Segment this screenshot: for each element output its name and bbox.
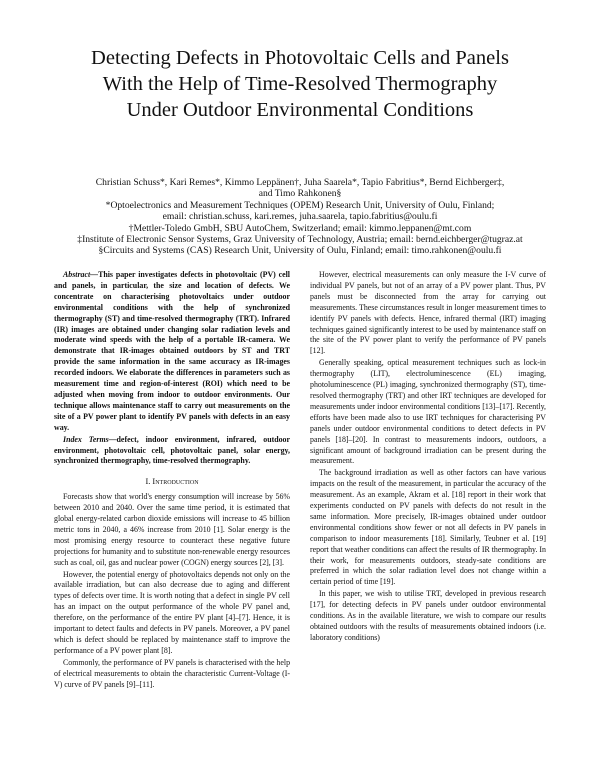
- author-block: [40, 177, 560, 257]
- right-paragraph-1: However, electrical measurements can only measure the I-V curve of individual PV panels, but not of an array of a PV power plant. Thus, PV panels must be disconnected from the array for carrying out measurements. These circumstances result in longer measurement times to identify PV panels with defects. Hence, infrared thermal (IRT) imaging techniques gained significantly interest to be used by maintenance staff on the site of the PV power plant to verify the performance of PV panels [12].: [310, 270, 546, 356]
- index-terms-lead: Index Terms: [63, 434, 109, 444]
- title-line-3: Under Outdoor Environmental Conditions: [126, 99, 474, 121]
- right-paragraph-4: In this paper, we wish to utilise TRT, developed in previous research [17], for detecting defects in PV panels under outdoor environmental conditions. As in the available literature, we wish to compare our results obtained outdoors with the results of measurements obtained indoors (i.e. laboratory conditions): [310, 589, 546, 642]
- index-terms: [54, 435, 290, 468]
- right-paragraph-3: The background irradiation as well as other factors can have various impacts on the result of the measurement, in particular the accuracy of the measurement. As an example, Akram et al. [18] report in their work that experiments conducted on PV panels with defects do not result in the same information. More precisely, IR-images obtained under outdoor environmental conditions show fewer or not all defects in PV panels in comparison to indoor measurements [18]. Similarly, Teubner et al. [19] report that weather conditions can affect the results of IR thermography. In their work, for measurements outdoors, steady-sate conditions are preferred in which the solar radiation level does not change within a certain period of time [19].: [310, 468, 546, 587]
- index-terms-text: —defect, indoor environment, infrared, outdoor environment, photovoltaic cell, photovoltaic panel, solar energy, synchronized thermography, time-resolved thermography.: [54, 434, 290, 466]
- left-column: [54, 270, 290, 692]
- affiliation-graz: ‡Institute of Electronic Sensor Systems, Graz University of Technology, Austria; email: bernd.eichberger@tugraz.at: [77, 234, 523, 246]
- title-line-1: Detecting Defects in Photovoltaic Cells and Panels: [91, 47, 509, 69]
- abstract-text: This paper investigates defects in photovoltaic (PV) cell and panels, in particular, the size and location of defects. We concentrate on characterising photovoltaics under outdoor environmental conditions with the help of synchronized thermography (ST) and time-resolved thermography (TRT). Infrared (IR) images are obtained under changing solar radiation levels and moderate wind speeds with the help of a portable IR-camera. We demonstrate that IR-images obtained outdoors by ST and TRT provide the same information in the same accuracy as IR-images recorded indoors. We elaborate the differences in parameters such as measurement time and region-of-interest (ROI) which need to be adjusted when moving from indoor to outdoor environments. Our technique allows maintenance staff to carry out measurements on the site of a PV power plant to identify PV panels with defects in an easy way.: [54, 270, 290, 432]
- abstract-lead: Abstract—: [63, 270, 99, 279]
- intro-paragraph-1: Forecasts show that world's energy consumption will increase by 56% between 2010 and 2040. Over the same time period, it is estimated that global energy-related carbon dioxide emissions will increase to 45 billion metric tons in 2040, a 46% increase from 2010 [1]. Solar energy is the most promising energy resource to counteract these negative future projections for humanity and to substitute non-renewable energy resources such as coal, oil, gas and nuclear power (COGN) energy sources [2], [3].: [54, 492, 290, 567]
- affiliation-opem-email: email: christian.schuss, kari.remes, juha.saarela, tapio.fabritius@oulu.fi: [162, 211, 438, 223]
- affiliation-opem: *Optoelectronics and Measurement Techniques (OPEM) Research Unit, University of Oulu, Finland;: [105, 199, 495, 211]
- abstract: [54, 270, 290, 434]
- affiliation-mettler: †Mettler-Toledo GmbH, SBU AutoChem, Switzerland; email: kimmo.leppanen@mt.com: [128, 222, 472, 234]
- paper-title: [40, 45, 560, 123]
- title-line-2: With the Help of Time-Resolved Thermography: [102, 73, 498, 95]
- author-names-line-1: Christian Schuss*, Kari Remes*, Kimmo Leppänen†, Juha Saarela*, Tapio Fabritius*, Bernd Eichberger‡,: [95, 177, 505, 188]
- author-names-line-2: and Timo Rahkonen§: [258, 188, 342, 200]
- right-column: [310, 270, 546, 692]
- body-columns: [54, 270, 546, 692]
- right-paragraph-2: Generally speaking, optical measurement techniques such as lock-in thermography (LIT), electroluminescence (EL) imaging, photoluminescence (PL) imaging, synchronized thermography (ST), time-resolved thermography (TRT) and other IRT techniques are developed for measurements under indoor environmental conditions [13]–[17]. Recently, efforts have been made also to use IRT techniques for characterising PV panels under outdoor environmental conditions to detect defects in PV panels [18]–[20]. In contrast to measurements indoors, outdoors, a significant amount of background irradiation can be present during the measurement.: [310, 358, 546, 466]
- intro-paragraph-2: However, the potential energy of photovoltaics depends not only on the available irradiation, but can also decrease due to aging and different types of defects over time. It is worth noting that a defect in single PV cell has an impact on the output performance of the whole PV panel and, therefore, on the performance of the entire PV plant [4]–[7]. Hence, it is important to detect faults and defects in PV panels. Moreover, a PV panel which is defect should be replaced by maintenance staff to improve the performance of a PV power plant [8].: [54, 569, 290, 655]
- intro-paragraph-3: Commonly, the performance of PV panels is characterised with the help of electrical measurements to obtain the characteristic Current-Voltage (I-V) curve of PV panels [9]–[11].: [54, 657, 291, 689]
- affiliation-cas: §Circuits and Systems (CAS) Research Unit, University of Oulu, Finland; email: timo.rahkonen@oulu.fi: [98, 245, 502, 257]
- section-heading-introduction: I. Introduction: [145, 477, 199, 487]
